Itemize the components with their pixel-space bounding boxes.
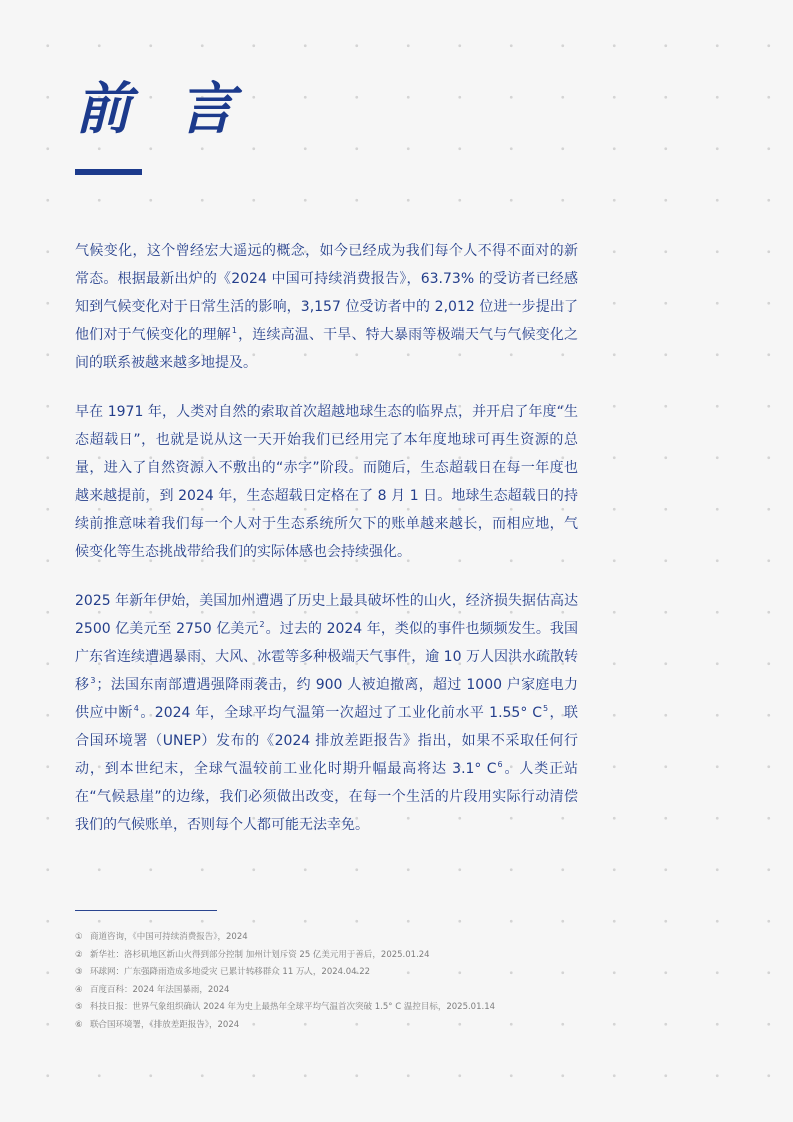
paragraph-2: 早在 1971 年，人类对自然的索取首次超越地球生态的临界点，并开启了年度“生态超载日”，也就是说从这一天开始我们已经用完了本年度地球可再生资源的总量，进入了自然资源入不敷出的“赤字”阶段。而随后，生态超载日在每一年度也越来越提前，到 2024 年，生态超载日定格在了 8 月 1 日。地球生态超载日的持续前推意味着我们每一个人对于生态系统所欠下的账单越来越长，而相应地，气候变化等生态挑战带给我们的实际体感也会持续强化。 [75,404,578,560]
paragraph-3-text-5: ，联合国环境署（UNEP）发布的《2024 排放差距报告》指出，如果不采取任何行动，到本世纪末，全球气温较前工业化时期升幅最高将达 3.1° C [75,705,579,777]
footnote-ref-4[interactable]: 4 [133,704,139,714]
footnote-item [75,1017,675,1035]
footnote-ref-5[interactable]: 5 [543,704,549,714]
footnote-item [75,929,675,947]
footnote-number: ⑥ [75,1019,83,1030]
paragraph-1-text-2: ，连续高温、干旱、特大暴雨等极端天气与气候变化之间的联系被越来越多地提及。 [75,327,579,371]
footnote-ref-1[interactable]: 1 [231,326,237,336]
footnote-text: 环球网：广东强降雨造成多地受灾 已累计转移群众 11 万人，2024.04.22 [90,967,371,977]
footnote-item [75,947,675,965]
footnote-ref-2[interactable]: 2 [259,620,265,630]
paragraph-3-text-3: ；法国东南部遭遇强降雨袭击，约 900 人被迫撤离，超过 1000 户家庭电力供应中断 [75,677,579,721]
footnote-ref-6[interactable]: 6 [497,760,503,770]
footnote-item [75,999,675,1017]
paragraph-3-text-6: 。人类正站在“气候悬崖”的边缘，我们必须做出改变，在每一个生活的片段用实际行动清偿我们的气候账单，否则每个人都可能无法幸免。 [75,761,578,833]
footnote-ref-3[interactable]: 3 [90,676,96,686]
footnote-text: 新华社：洛杉矶地区新山火得到部分控制 加州计划斥资 25 亿美元用于善后，2025.01.24 [90,949,430,960]
footnote-number: ④ [75,984,83,995]
paragraph-3-text-4: 。2024 年，全球平均气温第一次超过了工业化前水平 1.55° C [139,705,543,721]
footnote-number: ③ [75,967,83,977]
paragraph-1-text-1: 气候变化，这个曾经宏大遥远的概念，如今已经成为我们每个人不得不面对的新常态。根据最新出炉的《2024 中国可持续消费报告》，63.73% 的受访者已经感知到气候变化对于日常生活的影响，3,157 位受访者中的 2,012 位进一步提出了他们对于气候变化的理解 [75,243,578,343]
title-underline [75,169,142,175]
paragraph-3 [75,587,578,839]
paragraph-3-text-1: 2025 年新年伊始，美国加州遭遇了历史上最具破坏性的山火，经济损失据估高达 2500 亿美元至 2750 亿美元 [75,593,578,637]
footnote-divider [75,910,217,911]
footnote-text: 科技日报：世界气象组织确认 2024 年为史上最热年全球平均气温首次突破 1.5° C 温控目标，2025.01.14 [90,1002,496,1012]
footnote-item [75,964,675,982]
footnote-item [75,982,675,1000]
paragraph-1 [75,237,578,377]
page-title: 前 言 [75,77,249,142]
footnote-number: ⑤ [75,1002,83,1012]
paragraph-3-text-2: 。过去的 2024 年，类似的事件也频频发生。我国广东省连续遭遇暴雨、大风、冰雹等多种极端天气事件，逾 10 万人因洪水疏散转移 [75,621,578,693]
footnote-text: 百度百科：2024 年法国暴雨，2024 [90,984,230,995]
footnotes-list [75,929,675,1034]
body-text [75,237,578,860]
footnote-number: ① [75,932,83,942]
footnote-text: 商道咨询，《中国可持续消费报告》，2024 [90,932,248,942]
footnote-number: ② [75,949,83,960]
footnote-text: 联合国环境署，《排放差距报告》，2024 [90,1019,240,1030]
